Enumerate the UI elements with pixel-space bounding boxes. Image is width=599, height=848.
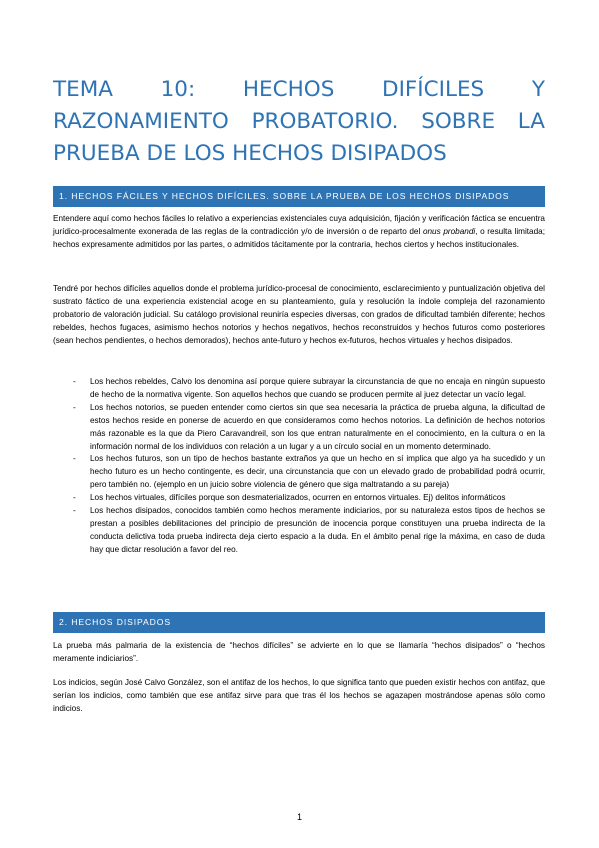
title-word: RAZONAMIENTO [53, 109, 229, 134]
paragraph-text: , o resulta limitada; hechos expresamente admitidos por las partes, o admitidos tácitamente por la contraria, hechos ciertos y hechos institucionales. [53, 226, 545, 249]
section1-paragraph-2: Tendré por hechos difíciles aquellos donde el problema jurídico-procesal de conocimiento, esclarecimiento y puntualización objetiva del sustrato fáctico de una experiencia existencial acoge en su planteamiento, guía y resolución la índole compleja del razonamiento probatorio de valoración judicial. Su catálogo provisional reuniría especies diversas, con grados de dificultad también diferente; hechos rebeldes, hechos fugaces, asimismo hechos notorios y hechos negativos, hechos reconstruidos y hechos futuros como posteriores (sean hechos pendientes, o hechos demorados), hechos ante-futuro y hechos ex-futuros, hechos virtuales y hechos disipados. [53, 284, 545, 345]
list-item-text: Los hechos disipados, conocidos también como hechos meramente indiciarios, por su naturaleza estos tipos de hechos se prestan a posibles debilitaciones del principio de presunción de inocencia porque constituyen una prueba indirecta de la conducta delictiva toda prueba indirecta deja cierto espacio a la duda. En el ámbito penal rige la máxima, en caso de duda hay que dictar resolución a favor del reo. [90, 506, 545, 554]
title-line-2 [53, 106, 545, 138]
dash-bullet: - [73, 377, 76, 386]
dash-bullet: - [73, 493, 76, 503]
dash-bullet: - [73, 506, 76, 516]
paragraph-text: Entendere aquí como hechos fáciles lo relativo a experiencias existenciales cuya adquisición, fijación y verificación fáctica se encuentra jurídico-procesalmente exonerada de las reglas de la contradicción y/o de inversión o de reparto del [53, 214, 545, 236]
italic-term: onus probandi [422, 226, 476, 236]
section1-paragraph-1 [53, 213, 545, 252]
title-word: SOBRE [421, 109, 496, 134]
title-word: LA [517, 109, 545, 134]
section2-paragraph-1: La prueba más palmaria de la existencia de “hechos difíciles” se advierte en lo que se llamaría “hechos disipados” o “hechos meramente indiciarios”. [53, 641, 545, 663]
dash-bullet: - [73, 402, 76, 412]
title-word: PROBATORIO. [251, 109, 399, 134]
list-item [53, 453, 545, 492]
title-line-1 [53, 74, 545, 106]
list-item [53, 376, 545, 402]
title-word: Y [531, 77, 545, 102]
section-heading-1: 1. HECHOS FÁCILES Y HECHOS DIFÍCILES. SOBRE LA PRUEBA DE LOS HECHOS DISIPADOS [53, 186, 545, 207]
section-heading-2: 2. HECHOS DISIPADOS [53, 612, 545, 633]
list-item-text: Los hechos rebeldes, Calvo los denomina así porque quiere subrayar la circunstancia de que no encaja en ningún supuesto de hecho de la normativa vigente. Son aquellos hechos que cuando se producen permite al juez detectar un vacío legal. [90, 377, 545, 399]
title-word: 10: [160, 77, 196, 102]
title-line-3: PRUEBA DE LOS HECHOS DISIPADOS [53, 141, 447, 166]
page-title [53, 74, 545, 170]
page-number: 1 [296, 812, 302, 822]
dash-bullet: - [73, 454, 76, 464]
list-item [53, 505, 545, 557]
list-item-text: Los hechos notorios, se pueden entender como ciertos sin que sea necesaria la práctica de prueba alguna, la dificultad de estos hechos reside en ponerse de acuerdo en que consideramos como hechos notorios. La definición de hechos notorios más razonable es la que da Piero Caravandreil, son los que entran naturalmente en el conocimiento, en la cultura o en la información normal de los individuos con relación a un lugar y a un círculo social en un momento determinado. [90, 402, 545, 451]
title-word: TEMA [53, 77, 113, 102]
list-item-text: Los hechos futuros, son un tipo de hechos bastante extraños ya que un hecho en sí implica que algo ya ha sucedido y un hecho futuro es un hecho contingente, es decir, una circunstancia que con un elevado grado de probabilidad podrá ocurrir, pero también no. (ejemplo en un juicio sobre violencia de género que siga maltratando a su pareja) [90, 454, 545, 490]
list-item-text: Los hechos virtuales, difíciles porque son desmaterializados, ocurren en entornos virtuales. Ej) delitos informáticos [90, 493, 506, 503]
hechos-list [53, 376, 545, 557]
list-item [53, 492, 545, 505]
section2-paragraph-2: Los indicios, según José Calvo González, son el antifaz de los hechos, lo que significa tanto que pueden existir hechos con antifaz, que serían los indicios, como también que ese antifaz sirve para que tras él los hechos se agazapen mostrándose apenas sólo como indicios. [53, 678, 546, 713]
title-word: DIFÍCILES [382, 77, 485, 102]
list-item [53, 402, 545, 454]
title-word: HECHOS [242, 77, 335, 102]
